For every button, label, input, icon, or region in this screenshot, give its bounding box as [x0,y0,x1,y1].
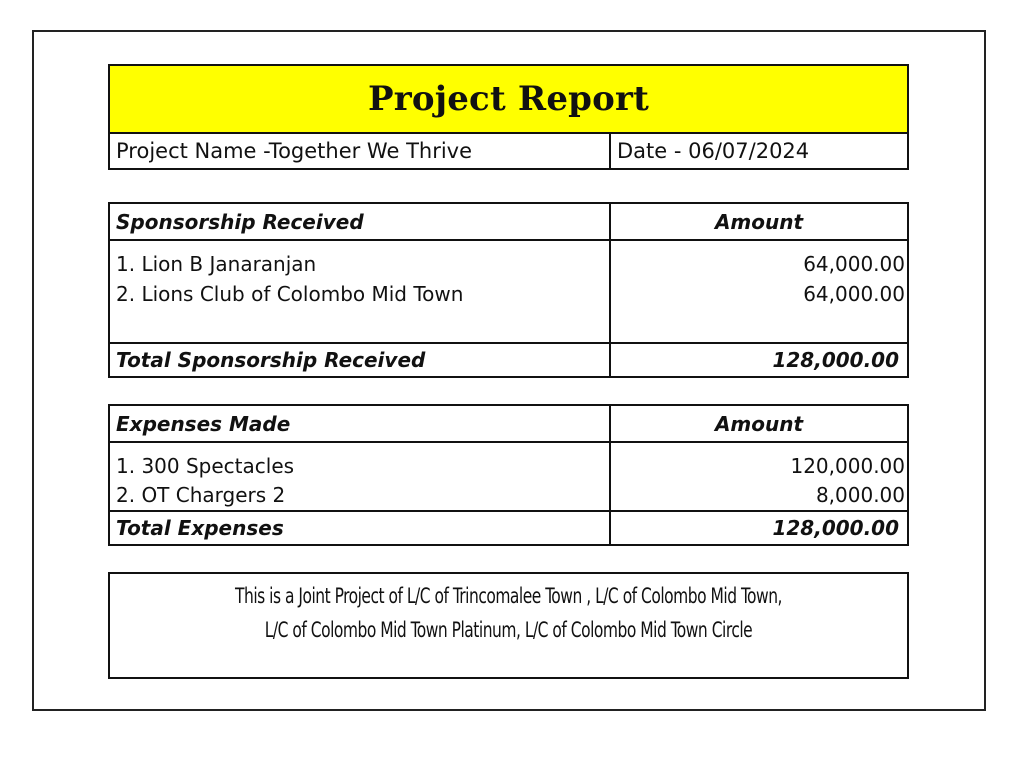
expenses-amount-header: Amount [610,405,908,442]
expenses-header-row [109,405,908,442]
expenses-total-amount: 128,000.00 [610,511,908,545]
report-title: Project Report [367,79,650,119]
sponsorship-total-row [109,343,908,377]
expense-amount: 120,000.00 [610,442,908,479]
sponsorship-total-label: Total Sponsorship Received [109,343,610,377]
sponsorship-amount-header: Amount [610,203,908,240]
sponsor-amount: 64,000.00 [610,277,908,310]
note-line-2: L/C of Colombo Mid Town Platinum, L/C of Colombo Mid Town Circle [264,618,753,642]
expense-label: 1. 300 Spectacles [109,442,610,479]
blank-row [109,310,908,343]
expenses-section [108,404,909,546]
project-name: Project Name -Together We Thrive [110,134,611,168]
expense-label: 2. OT Chargers 2 [109,479,610,511]
table-row [109,442,908,479]
sponsorship-section [108,202,909,378]
expenses-total-label: Total Expenses [109,511,610,545]
table-row [109,277,908,310]
table-row [109,240,908,277]
project-date: Date - 06/07/2024 [617,139,810,163]
sponsorship-header: Sponsorship Received [109,203,610,240]
joint-project-note [108,572,909,679]
expenses-table [108,404,909,546]
sponsorship-header-row [109,203,908,240]
sponsor-amount: 64,000.00 [610,240,908,277]
sponsorship-table [108,202,909,378]
sponsorship-total-amount: 128,000.00 [610,343,908,377]
note-line-1: This is a Joint Project of L/C of Trincomalee Town , L/C of Colombo Mid Town, [235,584,782,608]
expenses-header: Expenses Made [109,405,610,442]
expenses-total-row [109,511,908,545]
sponsor-label: 2. Lions Club of Colombo Mid Town [109,277,610,310]
project-info-row [108,134,909,170]
report-title-bar [108,64,909,134]
table-row [109,479,908,511]
sponsor-label: 1. Lion B Janaranjan [109,240,610,277]
expense-amount: 8,000.00 [610,479,908,511]
